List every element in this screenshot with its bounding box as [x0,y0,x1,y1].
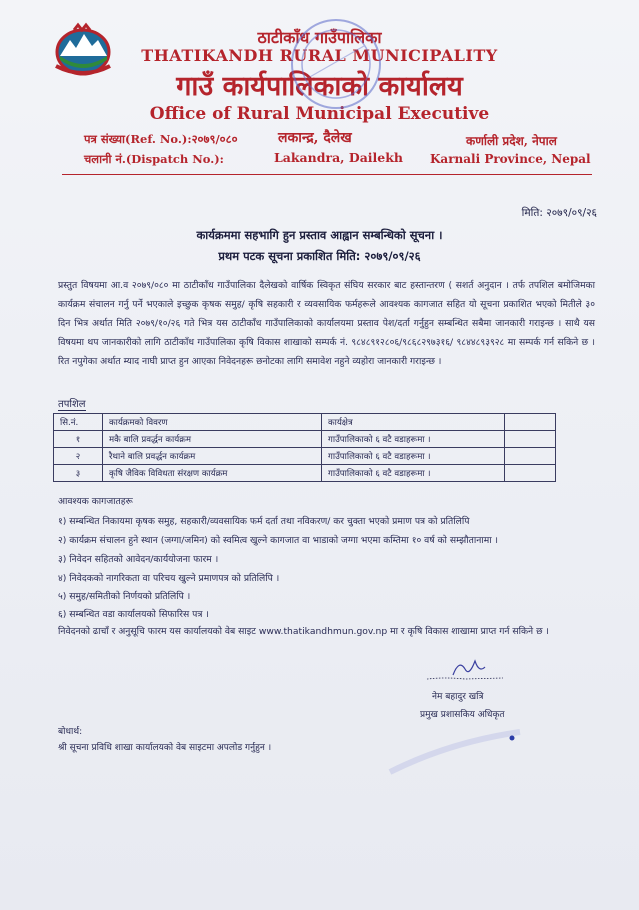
program-table [53,413,556,482]
table-cell: मकै बालि प्रवर्द्धन कार्यक्रम [103,431,322,448]
location-np: लकान्द्र, दैलेख [278,130,352,146]
requirement-item: ५) समुह/समितीको निर्णयको प्रतिलिपि । [58,591,191,602]
requirements-heading: आवश्यक कागजातहरू [58,496,133,507]
table-cell: गाउँपालिकाको ६ वटै वडाहरूमा । [322,431,505,448]
notice-body: प्रस्तुत विषयमा आ.व २०७९/०८० मा ठाटीकाँध गाउँपालिका दैलेखको वार्षिक स्विकृत संघिय सरकार बाट हस्तान्तरण ( सशर्त अनुदान । तर्फ तपशिल बमोजिमका कार्यक्रम संचालन गर्नु पर्ने भएकाले इच्छुक कृषक समुह/ कृषि सहकारी र व्यवसायिक फर्महरूले आवश्यक कागजात सहित यो सूचना प्रकाशित भएको मितीले ३० दिन भित्र अर्थात मिति २०७९/१०/२६ गते भित्र यस ठाटीकाँध गाउँपालिकाको कार्यालयमा प्रस्ताव पेश/दर्ता गर्नुहुन सम्बन्धित सबैमा जानकारी गराइन्छ । साथै यस विषयमा थप जानकारीको लागि ठाटीकाँध गाउँपालिका कृषि विकास शाखाको सम्पर्क नं. ९८४८९१२८०६/९८६८२९७३१६/ ९८४४८९३९२८ मा सम्पर्क गर्न सकिने छ । रित नपुगेका अर्थात म्याद नाघी प्राप्त हुन आएका निवेदनहरू छनोटका लागि समावेश नहुने व्यहोरा जानकारी गराइन्छ । [58,280,595,367]
table-cell: ३ [54,465,103,482]
table-cell: रैथाने बालि प्रवर्द्धन कार्यक्रम [103,448,322,465]
table-header-cell: सि.नं. [54,414,103,431]
table-header-cell: कार्यक्षेत्र [322,414,505,431]
table-cell [505,431,556,448]
province-np: कर्णाली प्रदेश, नेपाल [466,134,557,148]
requirement-item: ४) निवेदकको नागरिकता वा परिचय खुल्ने प्रमाणपत्र को प्रतिलिपि । [58,573,280,584]
table-header-cell [505,414,556,431]
requirement-item: १) सम्बन्धित निकायमा कृषक समुह, सहकारी/व्यवसायिक फर्म दर्ता तथा नविकरण/ कर चुक्ता भएको प्रमाण पत्र को प्रतिलिपि [58,516,470,527]
subject-title: कार्यक्रममा सहभागि हुन प्रस्ताव आह्वान सम्बन्धिको सूचना । [196,228,443,242]
requirement-item: २) कार्यक्रम संचालन हुने स्थान (जग्गा/जमिन) को स्वमित्व खुल्ने कागजात वा भाडाको जग्गा भएमा कम्तिमा १० वर्ष को सम्झौतानामा । [58,535,498,546]
ref-number: पत्र संख्या(Ref. No.):२०७९/०८० [84,132,238,146]
signatory-title: प्रमुख प्रशासकिय अधिकृत [420,710,505,720]
bodhartha-heading: बोधार्थ: [58,727,83,737]
faint-office-stamp [380,722,530,782]
subject-published-date: प्रथम पटक सूचना प्रकाशित मिति: २०७९/०९/२६ [218,249,421,263]
table-header-row [54,414,556,431]
table-caption: तपशिल [58,396,86,411]
requirement-item: ६) सम्बन्धित वडा कार्यालयको सिफारिस पत्र । [58,609,209,620]
table-cell: २ [54,448,103,465]
requirement-item: ३) निवेदन सहितको आवेदन/कार्ययोजना फारम । [58,554,219,565]
table-cell: १ [54,431,103,448]
dispatch-number: चलानी नं.(Dispatch No.): [84,152,224,166]
office-name-en: Office of Rural Municipal Executive [149,104,490,124]
notice-date: मिति: २०७९/०९/२६ [521,207,597,219]
table-row [54,448,556,465]
table-cell: कृषि जैविक विविधता संरक्षण कार्यक्रम [103,465,322,482]
table-cell: गाउँपालिकाको ६ वटै वडाहरूमा । [322,448,505,465]
office-name-np: गाउँ कार्यपालिकाको कार्यालय [176,71,463,102]
office-stamp [288,16,384,112]
header-divider [62,174,592,175]
table-header-cell: कार्यक्रमको विवरण [103,414,322,431]
province-en: Karnali Province, Nepal [430,152,591,166]
table-cell [505,465,556,482]
municipality-name-np: ठाटीकाँध गाउँपालिका [257,28,382,47]
municipality-name-en: THATIKANDH RURAL MUNICIPALITY [141,46,498,65]
location-en: Lakandra, Dailekh [274,150,404,165]
table-row [54,431,556,448]
signatory-name: नेम बहादुर खत्रि [432,692,484,702]
table-cell: गाउँपालिकाको ६ वटै वडाहरूमा । [322,465,505,482]
bodhartha-line: श्री सूचना प्रविधि शाखा कार्यालयको वेब साइटमा अपलोड गर्नुहुन । [58,743,272,753]
website-note: निवेदनको ढाचाँ र अनुसूचि फारम यस कार्यालयको वेब साइट www.thatikandhmun.gov.np मा र कृषि विकास शाखामा प्राप्त गर्न सकिने छ । [58,626,549,637]
table-cell [505,448,556,465]
table-row [54,465,556,482]
signature-mark [425,655,505,683]
